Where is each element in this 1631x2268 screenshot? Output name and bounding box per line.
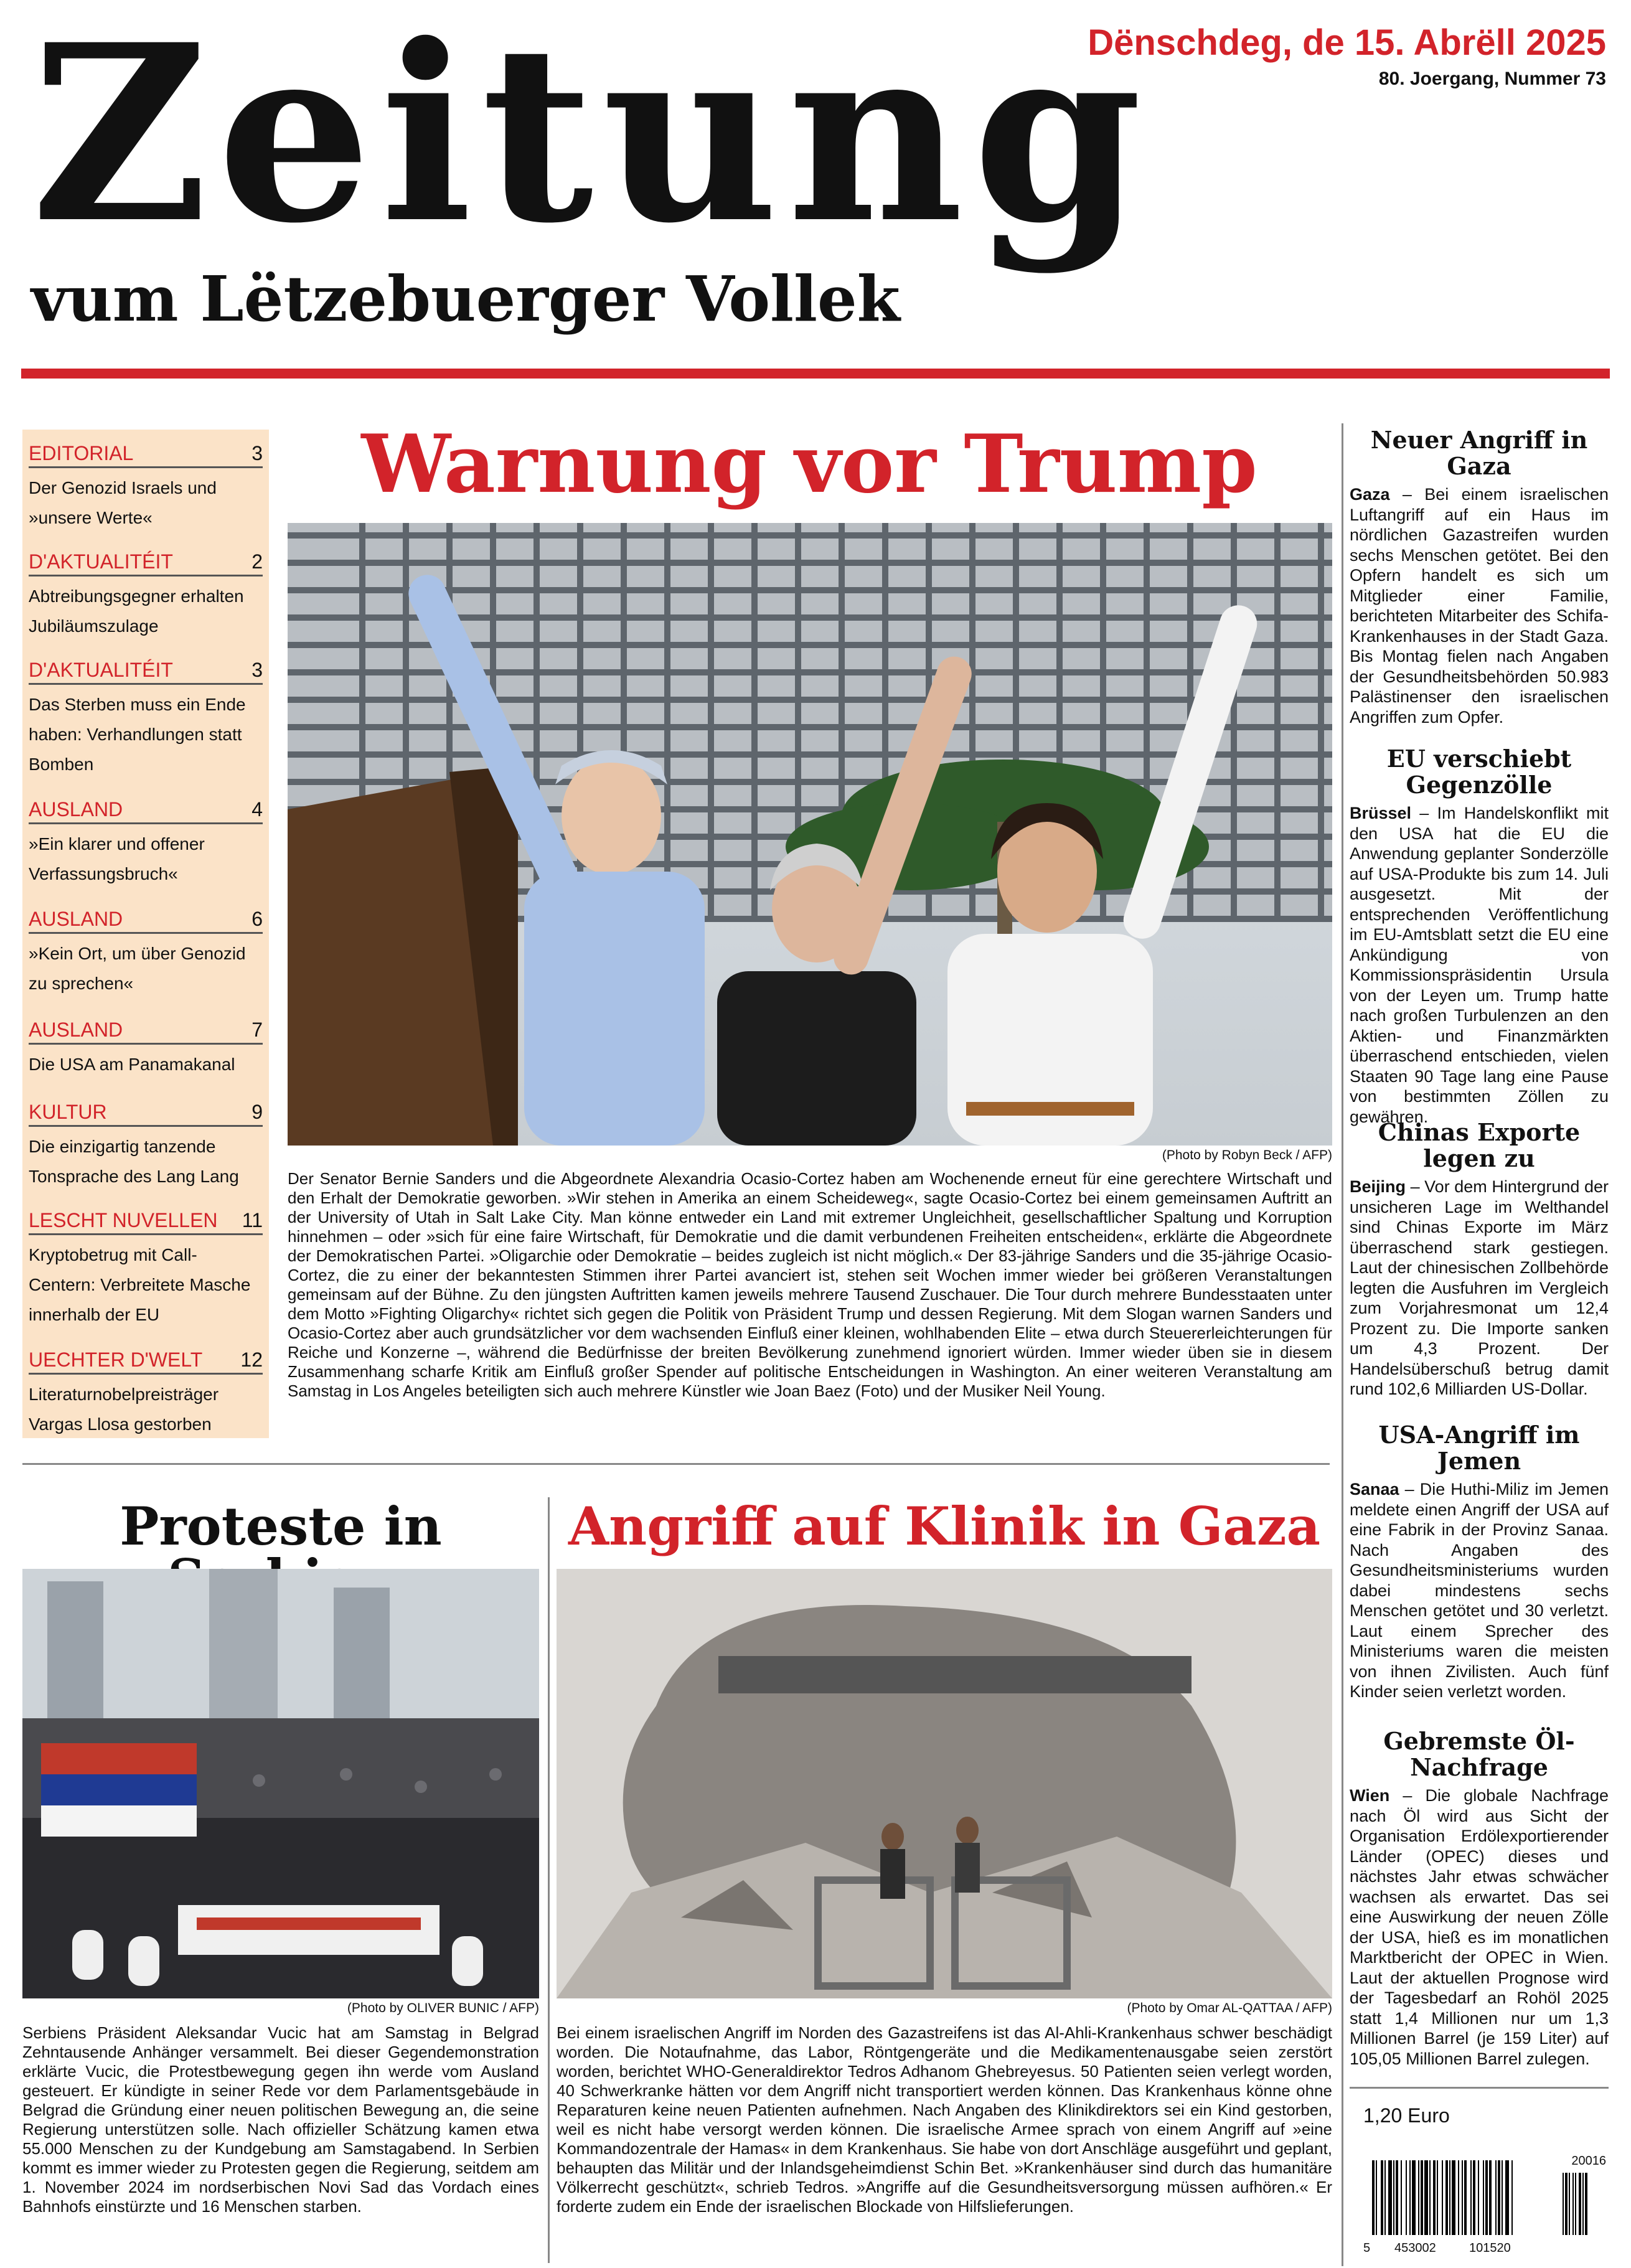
- price-rule: [1350, 2087, 1609, 2089]
- brief-body: – Vor dem Hintergrund der unsicheren Lage im Welthandel sind Chinas Exporte im März überraschend stark gestiegen. Laut der chinesischen Zollbehörde legten die Ausfuhren im Vergleich zum Vorjahresmonat um 12,4 Prozent zu. Die Importe sanken um 4,3 Prozent. Der Handelsüberschuß betrug damit rund 102,6 Milliarden US-Dollar.: [1350, 1177, 1609, 1398]
- index-teaser: Kryptobetrug mit Call-Centern: Verbreitete Masche innerhalb der EU: [29, 1245, 251, 1324]
- brief-body: – Die Huthi-Miliz im Jemen meldete einen Angriff der USA auf eine Fabrik in der Provinz Sanaa. Nach Angaben des Gesundheitsministeriums wurden dabei mindestens sechs Menschen getötet und 30 verletzt. Laut einem Sprecher des Ministeriums waren die meisten von ihnen Zivilisten. Auch fünf Kinder seien verletzt worden.: [1350, 1480, 1609, 1701]
- index-item[interactable]: [29, 659, 263, 779]
- index-teaser: Abtreibungsgegner erhalten Jubiläumszulage: [29, 586, 244, 636]
- brief-headline: Neuer Angriff in Gaza: [1370, 426, 1588, 480]
- index-item[interactable]: [29, 908, 263, 999]
- brief-item[interactable]: [1350, 1728, 1609, 2069]
- gaza-body: Bei einem israelischen Angriff im Norden des Gazastreifens ist das Al-Ahli-Krankenhaus schwer beschädigt worden. Die Notaufnahme, das Labor, Röntgengeräte und die Medikamentenausgabe seien zerstört worden, berichtet WHO-Generaldirektor Tedros Adhanom Ghebreyesus. 50 Patienten seien verlegt worden, 40 Schwerkranke hätten vor dem Angriff nicht transportiert werden können. Das Krankenhaus könne ohne Reparaturen keine neuen Patienten aufnehmen. Nach Angaben des Klinikdirektors sei ein Kind gestorben, weil es nicht habe versorgt werden können. Die israelische Armee sprach von einem Angriff auf »eine Kommandozentrale der Hamas« in dem Krankenhaus. Sie habe von dort Anschläge ausgeführt und geplant, behaupten das Militär und der Inlandsgeheimdienst Schin Bet. »Krankenhäuser sind durch das humanitäre Völkerrecht geschützt«, schrieb Tedros. »Angriffe auf die Gesundheitsversorgung müssen aufhören.« Er forderte zudem ein Ende der israelischen Blockade von Hilfslieferungen.: [557, 2023, 1332, 2216]
- index-item[interactable]: [29, 1209, 263, 1330]
- index-teaser: Die einzigartig tanzende Tonsprache des Lang Lang: [29, 1137, 239, 1186]
- index-page: 2: [251, 550, 263, 573]
- brief-text: [1350, 803, 1609, 1127]
- masthead-rule: [21, 369, 1610, 379]
- lead-photo-illustration: [288, 523, 1332, 1146]
- brief-item[interactable]: [1350, 1422, 1609, 1702]
- index-item[interactable]: [29, 1019, 263, 1080]
- serbia-photo: [22, 1569, 539, 1998]
- index-section: AUSLAND: [29, 1019, 123, 1041]
- brief-place: Sanaa: [1350, 1480, 1399, 1499]
- index-teaser: »Ein klarer und offener Verfassungsbruch«: [29, 834, 205, 883]
- barcode-bars: [1363, 2160, 1606, 2247]
- brief-item[interactable]: [1350, 1119, 1609, 1400]
- index-item[interactable]: [29, 442, 263, 533]
- brief-headline: USA-Angriff im Jemen: [1378, 1421, 1580, 1475]
- brief-body: – Die globale Nachfrage nach Öl wird aus Sicht der Organisation Erdölexportierender Länder (OPEC) dieses und nächstes Jahr etwas schwächer wachsen als erwartet. Das sei eine Auswirkung der neuen Zölle der USA, hieß es im monatlichen Marktbericht der OPEC in Wien. Laut der aktuellen Prognose wird der Tagesbedarf an Rohöl 2025 statt 1,4 Millionen nur um 1,3 Millionen Barrel (je 159 Liter) auf 105,05 Millionen Barrel zulegen.: [1350, 1786, 1609, 2068]
- index-item[interactable]: [29, 1348, 263, 1439]
- index-page: 3: [251, 659, 263, 681]
- brief-headline: Gebremste Öl-Nachfrage: [1383, 1727, 1575, 1781]
- brief-item[interactable]: [1350, 746, 1609, 1127]
- brief-place: Wien: [1350, 1786, 1390, 1805]
- index-section: UECHTER D'WELT: [29, 1348, 203, 1371]
- index-page: 7: [251, 1019, 263, 1041]
- masthead-title: Zeitung: [31, 0, 1151, 276]
- index-page: 12: [240, 1348, 263, 1371]
- cover-price: 1,20 Euro: [1363, 2104, 1450, 2127]
- lead-photo-credit: (Photo by Robyn Beck / AFP): [1162, 1148, 1332, 1162]
- brief-place: Beijing: [1350, 1177, 1406, 1196]
- brief-place: Gaza: [1350, 485, 1390, 504]
- brief-text: [1350, 1786, 1609, 2069]
- index-teaser: Der Genozid Israels und »unsere Werte«: [29, 478, 217, 527]
- contents-index: [22, 430, 269, 1438]
- brief-text: [1350, 1479, 1609, 1702]
- index-section: LESCHT NUVELLEN: [29, 1209, 218, 1231]
- serbia-photo-credit: (Photo by OLIVER BUNIC / AFP): [347, 2001, 539, 2015]
- column-rule: [1342, 423, 1343, 2266]
- index-section: EDITORIAL: [29, 442, 134, 464]
- index-section: KULTUR: [29, 1101, 107, 1123]
- lead-headline[interactable]: Warnung vor Trump: [361, 418, 1257, 511]
- lead-photo: [288, 523, 1332, 1146]
- brief-text: [1350, 1177, 1609, 1400]
- barcode: [1363, 2154, 1606, 2260]
- gaza-photo: [557, 1569, 1332, 1998]
- index-teaser: »Kein Ort, um über Genozid zu sprechen«: [29, 944, 246, 993]
- index-page: 4: [251, 798, 263, 821]
- index-section: D'AKTUALITÉIT: [29, 659, 173, 681]
- serbia-body: Serbiens Präsident Aleksandar Vucic hat am Samstag in Belgrad Zehntausende Anhänger versammelt. Bei dieser Gegendemonstration erklärte Vucic, die Protestbewegung gegen ihn werde vom Ausland gesteuert. Er kündigte in seiner Rede vor dem Parlamentsgebäude in Belgrad die Gründung einer neuen politischen Bewegung an, die seine Regierung unterstützen solle. Nach offizieller Schätzung kamen etwa 55.000 Menschen zu der Kundgebung am Samstagabend. In Serbien kommt es immer wieder zu Protesten gegen die Regierung, seitdem am 1. November 2024 im nordserbischen Novi Sad das Vordach eines Bahnhofs einstürzte und 16 Menschen starben.: [22, 2023, 539, 2216]
- index-item[interactable]: [29, 550, 263, 641]
- issue-number: 80. Joergang, Nummer 73: [1378, 68, 1606, 89]
- column-rule: [548, 1497, 550, 2263]
- brief-body: – Bei einem israelischen Luftangriff auf ein Haus im nördlichen Gazastreifen wurden sechs Menschen getötet. Bei den Opfern handelt es sich um Mitglieder einer Familie, berichteten Mitarbeiter des Schifa-Krankenhauses in der Stadt Gaza. Bis Montag fielen nach Angaben der Gesundheitsbehörden 50.983 Palästinenser den israelischen Angriffen zum Opfer.: [1350, 485, 1609, 727]
- serbia-headline[interactable]: Proteste in: [120, 1495, 442, 1557]
- section-rule: [22, 1463, 1330, 1465]
- barcode-digits-left: 453002: [1394, 2241, 1436, 2255]
- brief-headline: Chinas Exporte legen zu: [1378, 1118, 1581, 1172]
- index-section: AUSLAND: [29, 798, 123, 821]
- gaza-headline[interactable]: Angriff auf Klinik in Gaza: [568, 1495, 1320, 1557]
- index-item[interactable]: [29, 798, 263, 889]
- barcode-addon-number: 20016: [1571, 2154, 1606, 2168]
- gaza-photo-illustration: [557, 1569, 1332, 1998]
- index-teaser: Die USA am Panamakanal: [29, 1055, 235, 1074]
- index-page: 9: [251, 1101, 263, 1123]
- brief-body: – Im Handelskonflikt mit den USA hat die EU die Anwendung geplanter Sonderzölle auf USA-Produkte bis zum 14. Juli ausgesetzt. Mit der entsprechenden Veröffentlichung im EU-Amtsblatt setzt die EU eine Ankündigung von Kommissionspräsidentin Ursula von der Leyen um. Trump hatte nach großen Turbulenzen an den Aktien- und Finanzmärkten überraschend entschieden, vielen Staaten 90 Tage lang eine Pause von bestimmten Zöllen zu gewähren.: [1350, 804, 1609, 1126]
- masthead-subtitle: vum Lëtzebuerger Vollek: [31, 262, 900, 336]
- index-section: AUSLAND: [29, 908, 123, 930]
- index-item[interactable]: [29, 1101, 263, 1192]
- index-page: 11: [242, 1209, 263, 1231]
- barcode-digits-right: 101520: [1469, 2241, 1511, 2255]
- index-section: D'AKTUALITÉIT: [29, 550, 173, 573]
- serbia-photo-illustration: [22, 1569, 539, 1998]
- brief-headline: EU verschiebt Gegenzölle: [1386, 745, 1572, 799]
- index-teaser: Das Sterben muss ein Ende haben: Verhandlungen statt Bomben: [29, 695, 246, 774]
- index-page: 6: [251, 908, 263, 930]
- gaza-photo-credit: (Photo by Omar AL-QATTAA / AFP): [1127, 2001, 1332, 2015]
- brief-item[interactable]: [1350, 427, 1609, 727]
- index-page: 3: [251, 442, 263, 464]
- brief-place: Brüssel: [1350, 804, 1412, 822]
- index-teaser: Literaturnobelpreisträger Vargas Llosa gestorben: [29, 1385, 219, 1434]
- brief-text: [1350, 484, 1609, 727]
- issue-date: Dënschdeg, de 15. Abrëll 2025: [1088, 22, 1606, 63]
- barcode-digit-prefix: 5: [1363, 2241, 1371, 2255]
- lead-body: Der Senator Bernie Sanders und die Abgeordnete Alexandria Ocasio-Cortez haben am Wochenende erneut für eine gerechtere Wirtschaft und den Erhalt der Demokratie geworben. »Wir stehen in Amerika an einem Scheideweg«, sagte Ocasio-Cortez bei einem gemeinsamen Auftritt an der University of Utah in Salt Lake City. Man könne entweder ein Land mit extremer Ungleichheit, gesellschaftlicher Spaltung und Korruption hinnehmen – oder »sich für eine faire Wirtschaft, für Demokratie und die damit verbundenen Freiheiten entscheiden«, erklärte die Abgeordnete der Demokratischen Partei. »Oligarchie oder Demokratie – beides zugleich ist nicht möglich.« Der 83-jährige Sanders und die 35-jährige Ocasio-Cortez, die zu einer der bekanntesten Stimmen ihrer Partei avanciert ist, stehen seit Wochen immer wieder bei größeren Veranstaltungen gemeinsam auf der Bühne. Zu den jüngsten Auftritten kamen jeweils mehrere Tausend Zuschauer. Die Tour durch mehrere Bundesstaaten unter dem Motto »Fighting Oligarchy« richtet sich gegen die Politik von Präsident Trump und dessen Regierung. Mit dem Slogan warnen Sanders und Ocasio-Cortez aber auch grundsätzlicher vor dem wachsenden Einfluß einer kleinen, wohlhabenden Elite – etwa durch Steuererleichterungen für Reiche und Konzerne –, während die Bedürfnisse der breiten Bevölkerung zunehmend ignoriert würden. Immer wieder üben sie in diesem Zusammenhang scharfe Kritik am Einfluß großer Spender auf politische Entscheidungen in Washington. An einer weiteren Veranstaltung am Samstag in Los Angeles beteiligten sich auch mehrere Künstler wie Joan Baez (Foto) und der Musiker Neil Young.: [288, 1169, 1332, 1400]
